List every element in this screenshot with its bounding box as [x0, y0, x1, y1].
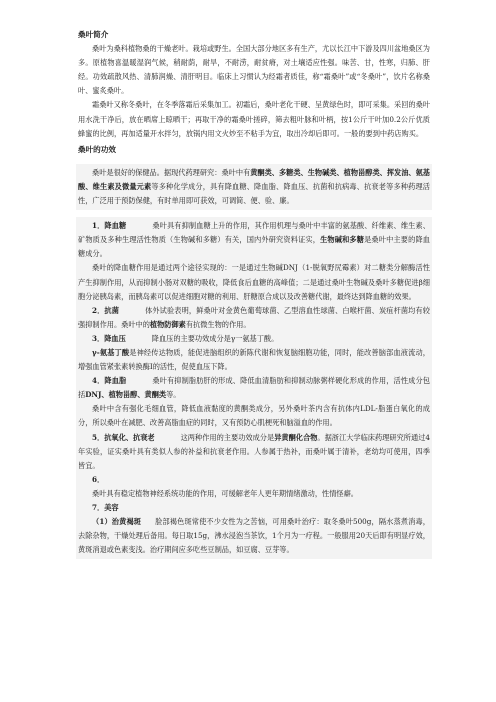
- effect-item-4-detail: 桑叶中含有强化毛细血管，降低血液黏度的黄酮类成分，另外桑叶茶内含有抗体内LDL-脂蛋白氧化的成分，所以桑叶在减肥、改善高脂血症的同时，又有预防心肌梗死和脑溢血的作用。: [78, 404, 430, 428]
- intro-paragraph-1: 桑叶为桑科植物桑的干燥老叶。栽培或野生。全国大部分地区多有生产，尤以长江中下游及四川盆地桑区为多。原植物喜温暖湿润气候，稍耐荫，耐旱，不耐涝，耐贫瘠，对土壤适应性强。味苦、甘，性寒，归肺、肝经。功效疏散风热、清肺润燥、清肝明目。临床上习惯认为经霜者质佳，称“霜桑叶”或“冬桑叶”，饮片名称桑叶、蜜炙桑叶。: [78, 44, 430, 96]
- effect-item-4: 4．降血脂 桑叶有抑制脂肪肝的形成、降低血清脂肪和抑制动脉粥样硬化形成的作用，活性成分包括DNJ、植物甾醇、黄酮类等。: [78, 376, 430, 400]
- effects-list: [76, 217, 432, 559]
- effect-item-6-detail: 桑叶具有稳定植物神经系统功能的作用，可缓解老年人更年期情绪激动，性情怪癖。: [92, 488, 358, 498]
- section-heading-effects: 桑叶的功效: [78, 144, 116, 154]
- effect-item-1: 1．降血糖 桑叶具有抑制血糖上升的作用，其作用机理与桑叶中丰富的氨基酸、纤维素、维生素、矿物质及多种生理活性物质（生物碱和多糖）有关，国内外研究资料证实，生物碱和多糖是桑叶中主要的降血糖成分。: [78, 221, 430, 259]
- intro-paragraph-2: 霜桑叶又称冬桑叶，在冬季落霜后采集加工。初霜后，桑叶老化干硬、呈黄绿色时，即可采集。采回的桑叶用水洗干净后，放在晒席上晾晒干；再取干净的霜桑叶搓碎，筛去粗叶脉和叶柄，按1公斤干叶加0.2公斤优质蜂蜜的比例，再加适量开水拌匀，放锅内用文火炒至不粘手为宜，取出冷却后即可。一般的要到中药店购买。: [78, 100, 430, 138]
- effect-item-3: 3．降血压 降血压的主要功效成分是γ一氨基丁酸。: [92, 333, 279, 343]
- effects-intro-paragraph: 桑叶是很好的保健品。据现代药理研究：桑叶中有黄酮类、多糖类、生物碱类、植物甾醇类、挥发油、氨基酸、维生素及微量元素等多种化学成分，具有降血糖、降血脂、降血压、抗菌和抗病毒、抗衰老等多种药理活性，广泛用于预防保健，有时单用即可获效，可调简、便、验、廉。: [78, 167, 430, 206]
- effect-item-7-detail: （1）治黄褐斑 脸部褐色斑常使不少女性为之苦恼，可用桑叶治疗：取冬桑叶500g，隔水蒸煮消毒，去除杂物，干燥处理后备用。每日取15g，沸水浸泡当茶饮，1个月为一疗程。一般服用20天后即有明显疗效，黄斑消退或色素变浅。治疗期间应多吃些豆制品，如豆腐、豆芽等。: [78, 517, 430, 555]
- section-heading-intro: 桑叶简介: [78, 30, 109, 39]
- document-page: [78, 28, 430, 559]
- effect-item-1-detail: 桑叶的降血糖作用是通过两个途径实现的：一是通过生物碱DNJ（1-脱氧野尻霉素）对二糖类分解酶活性产生抑制作用，从而抑制小肠对双糖的吸收，降低食后血糖的高峰值；二是通过桑叶生物碱及桑叶多糖促进β细胞分泌胰岛素，而胰岛素可以促进细胞对糖的利用、肝糖原合成以及改善糖代谢，最终达到降血糖的效果。: [78, 263, 430, 301]
- effects-intro-block: [76, 164, 432, 210]
- effect-item-6: 6．: [92, 474, 105, 484]
- effect-item-5: 5．抗氧化、抗衰老 这两种作用的主要功效成分是异黄酮化合物。据浙江大学临床药理研究所通过4年实验，证实桑叶具有类似人参的补益和抗衰老作用。人参属于热补，而桑叶属于清补，老幼均可使用，四季皆宜。: [78, 432, 430, 470]
- effect-item-7: 7．美容: [92, 503, 119, 512]
- effect-item-2: 2．抗菌 体外试验表明，鲜桑叶对金黄色葡萄球菌、乙型溶血性球菌、白喉杆菌、炭疽杆菌均有较强抑制作用。桑叶中的植物防御素有抗微生物的作用。: [78, 305, 430, 329]
- effect-item-3-detail: γ-氨基丁酸是神经传达物质，能促进脑组织的新陈代谢和恢复脑细胞功能，同时，能改善脑部血液流动，增强血管紧张素转换酶Ⅰ的活性，促使血压下降。: [78, 347, 430, 372]
